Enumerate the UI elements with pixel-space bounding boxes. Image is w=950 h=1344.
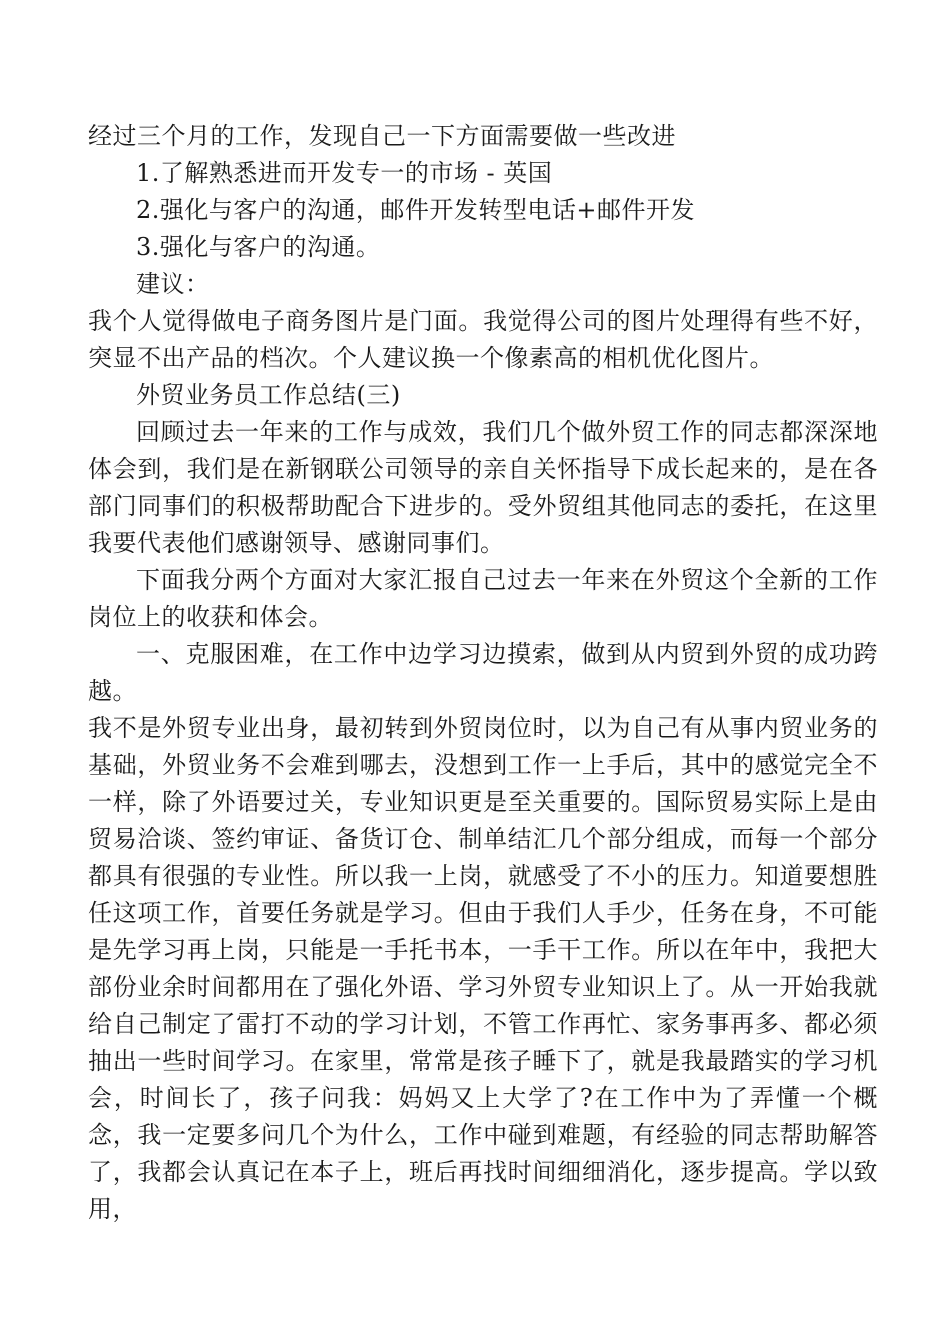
- suggestion-heading: 建议：: [136, 270, 210, 298]
- list-item-3: 3.强化与客户的沟通。: [136, 233, 381, 261]
- paragraph-body: 我不是外贸专业出身，最初转到外贸岗位时，以为自己有从事内贸业务的基础，外贸业务不会难到哪去，没想到工作一上手后，其中的感觉完全不一样，除了外语要过关，专业知识更是至关重要的。国际贸易实际上是由贸易洽谈、签约审证、备货订仓、制单结汇几个部分组成，而每一个部分都具有很强的专业性。所以我一上岗，就感受了不小的压力。知道要想胜任这项工作，首要任务就是学习。但由于我们人手少，任务在身，不可能是先学习再上岗，只能是一手托书本，一手干工作。所以在年中，我把大部份业余时间都用在了强化外语、学习外贸专业知识上了。从一开始我就给自己制定了雷打不动的学习计划，不管工作再忙、家务事再多、都必须抽出一些时间学习。在家里，常常是孩子睡下了，就是我最踏实的学习机会，时间长了，孩子问我：妈妈又上大学了?在工作中为了弄懂一个概念，我一定要多问几个为什么，工作中碰到难题，有经验的同志帮助解答了，我都会认真记在本子上，班后再找时间细细消化，逐步提高。学以致用，: [88, 714, 878, 1223]
- paragraph-suggestion: 我个人觉得做电子商务图片是门面。我觉得公司的图片处理得有些不好，突显不出产品的档次。个人建议换一个像素高的相机优化图片。: [88, 307, 878, 372]
- section-heading-one: 一、克服困难，在工作中边学习边摸索，做到从内贸到外贸的成功跨越。: [88, 640, 878, 705]
- document-page: [88, 118, 878, 1228]
- paragraph-report: 下面我分两个方面对大家汇报自己过去一年来在外贸这个全新的工作岗位上的收获和体会。: [88, 566, 878, 631]
- list-item-2: 2.强化与客户的沟通，邮件开发转型电话+邮件开发: [136, 196, 696, 224]
- list-item-1: 1.了解熟悉进而开发专一的市场 - 英国: [136, 159, 553, 187]
- paragraph-review: 回顾过去一年来的工作与成效，我们几个做外贸工作的同志都深深地体会到，我们是在新钢联公司领导的亲自关怀指导下成长起来的，是在各部门同事们的积极帮助配合下进步的。受外贸组其他同志的委托，在这里我要代表他们感谢领导、感谢同事们。: [88, 418, 878, 557]
- section-title: 外贸业务员工作总结(三): [136, 381, 401, 409]
- paragraph-intro: 经过三个月的工作，发现自己一下方面需要做一些改进: [88, 122, 676, 150]
